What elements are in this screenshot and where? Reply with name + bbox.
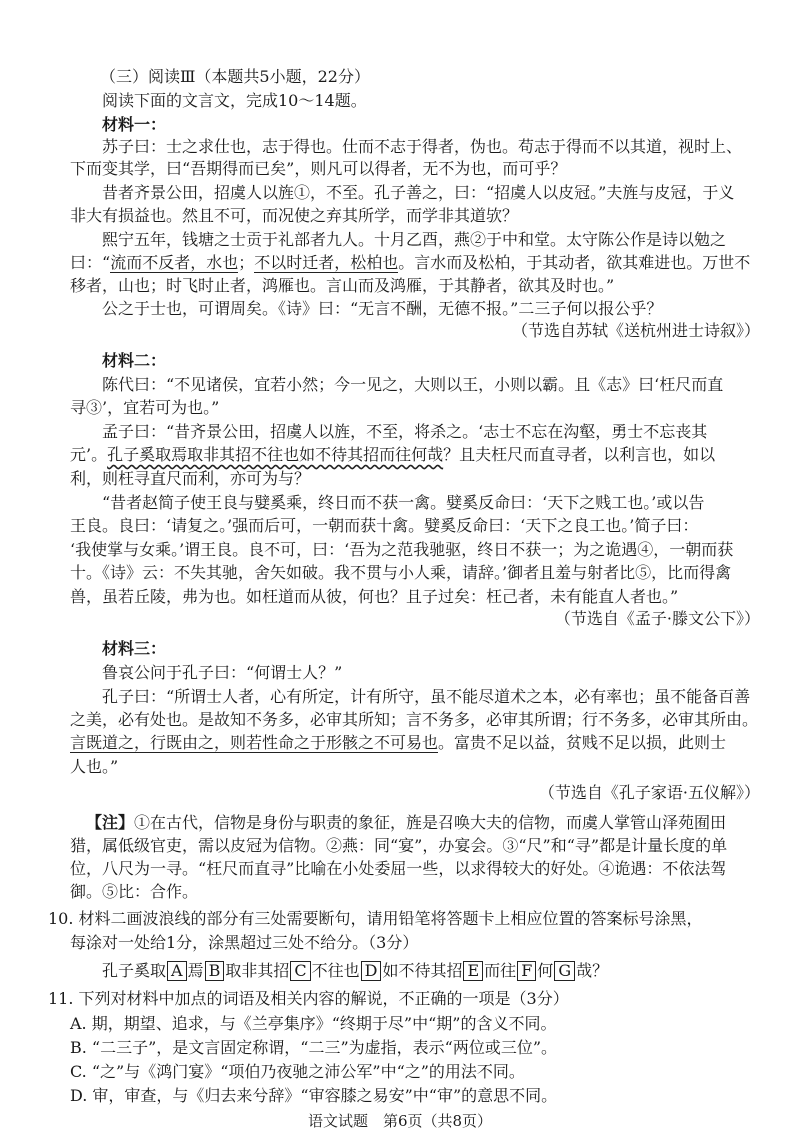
m3-line: 鲁哀公问于孔子曰：“何谓士人？” <box>102 663 343 682</box>
m3-source: （节选自《孔子家语·五仪解》） <box>538 783 760 802</box>
underlined-phrase: 言既道之，行既由之，则若性命之于形骸之不可易也 <box>70 733 439 752</box>
instruction: 阅读下面的文言文，完成10～14题。 <box>102 91 367 110</box>
break-option-d[interactable]: D <box>361 961 382 981</box>
question-10-stem-cont: 每涂对一处给1分，涂黑超过三处不给分。（3分） <box>70 933 419 952</box>
m1-line: 苏子曰：士之求仕也，志于得也。仕而不志于得者，伪也。苟志于得而不以其道，视时上、 <box>102 137 743 156</box>
m1-line-underlined: 曰：“流而不反者，水也；不以时迁者，松柏也。言水而及松柏，于其动者，欲其难进也。万世不 <box>70 253 751 272</box>
m2-line: 寻③’，宜若可为也。” <box>70 398 220 417</box>
break-option-f[interactable]: F <box>517 961 536 981</box>
m2-line: “昔者赵简子使王良与嬖奚乘，终日而不获一禽。嬖奚反命曰：‘天下之贱工也。’或以告 <box>102 493 705 512</box>
m3-line: 孔子曰：“所谓士人者，心有所定，计有所守，虽不能尽道术之本，必有率也；虽不能备百善 <box>102 687 751 706</box>
m1-line: 移者，山也；时飞时止者，鸿雁也。言山而及鸿雁，于其静者，欲其及时也。” <box>70 276 615 295</box>
m3-line-underlined: 言既道之，行既由之，则若性命之于形骸之不可易也。富贵不足以益，贫贱不足以损，此则士 <box>70 733 727 752</box>
m2-line: 兽，虽若丘陵，弗为也。如枉道而从彼，何也？且子过矣：枉己者，未有能直人者也。” <box>70 587 679 606</box>
m1-source: （节选自苏轼《送杭州进士诗叙》） <box>511 321 760 340</box>
page-footer: 语文试题 第6页（共8页） <box>307 1112 493 1130</box>
m2-line: 孟子曰：“昔齐景公田，招虞人以旌，不至，将杀之。‘志士不忘在沟壑，勇士不忘丧其 <box>102 422 708 441</box>
material-1-title: 材料一： <box>102 115 167 134</box>
note-line: 猎，属低级官吏，需以皮冠为信物。②燕：同“宴”，办宴会。③“尺”和“寻”都是计量长度的单 <box>70 836 728 855</box>
break-option-b[interactable]: B <box>205 961 225 981</box>
break-option-a[interactable]: A <box>167 961 187 981</box>
break-option-c[interactable]: C <box>290 961 310 981</box>
note-line: 御。⑤比：合作。 <box>70 882 199 901</box>
question-11-option-b[interactable]: B. “二三子”，是文言固定称谓，“二三”为虚指，表示“两位或三位”。 <box>70 1038 558 1057</box>
question-10-stem: 10. 材料二画波浪线的部分有三处需要断句，请用铅笔将答题卡上相应位置的答案标号涂黑， <box>48 909 703 928</box>
m2-line: 利，则枉寻直尺而利，亦可为与？ <box>70 469 311 488</box>
material-3-title: 材料三： <box>102 639 167 658</box>
m1-line: 下而变其学，曰“吾期得而已矣”，则凡可以得者，无不为也，而可乎？ <box>70 159 567 178</box>
m2-line: ‘我使掌与女乘。’谓王良。良不可，曰：‘吾为之范我驰驱，终日不获一；为之诡遇④，一朝而获 <box>70 540 734 559</box>
m1-line: 昔者齐景公田，招虞人以旌①，不至。孔子善之，曰：“招虞人以皮冠。”夫旌与皮冠，于义 <box>102 183 735 202</box>
m2-line: 王良。良曰：‘请复之。’强而后可，一朝而获十禽。嬖奚反命曰：‘天下之良工也。’简子曰： <box>70 516 699 535</box>
question-11-option-d[interactable]: D. 审，审查，与《归去来兮辞》“审容膝之易安”中“审”的意思不同。 <box>70 1086 558 1105</box>
m1-line: 非大有损益也。然且不可，而况使之弃其所学，而学非其道欤？ <box>70 206 519 225</box>
m1-line: 熙宁五年，钱塘之士贡于礼部者九人。十月乙酉，燕②于中和堂。太守陈公作是诗以勉之 <box>102 230 727 249</box>
note-line-1: 【注】①在古代，信物是身份与职责的象征，旌是召唤大夫的信物，而虞人掌管山泽苑囿田 <box>86 813 727 832</box>
section-header: （三）阅读Ⅲ（本题共5小题，22分） <box>100 67 370 86</box>
m2-line-wavy: 元’。孔子奚取焉取非其招不往也如不待其招而往何哉？且夫枉尺而直寻者，以利言也，如以 <box>70 445 716 464</box>
wavy-underlined-passage: 孔子奚取焉取非其招不往也如不待其招而往何哉 <box>107 445 444 464</box>
m2-source: （节选自《孟子·滕文公下》） <box>554 609 760 628</box>
question-11-option-a[interactable]: A. 期，期望、追求，与《兰亭集序》“终期于尽”中“期”的含义不同。 <box>70 1014 557 1033</box>
note-line: 位，八尺为一寻。“枉尺而直寻”比喻在小处委屈一些，以求得较大的好处。④诡遇：不依法驾 <box>70 859 727 878</box>
question-10-options: 孔子奚取 A 焉 B 取非其招 C 不往也 D 如不待其招 E 而往 F 何 G 哉？ <box>102 961 609 980</box>
question-11-stem: 11. 下列对材料中加点的词语及相关内容的解说，不正确的一项是（3分） <box>48 989 569 1008</box>
underlined-phrase: 不以时迁者，松柏也 <box>254 253 399 272</box>
break-option-g[interactable]: G <box>554 961 575 981</box>
m3-line: 人也。” <box>70 757 119 776</box>
note-label: 【注】 <box>86 813 135 832</box>
material-2-title: 材料二： <box>102 351 167 370</box>
break-option-e[interactable]: E <box>463 961 483 981</box>
question-11-option-c[interactable]: C. “之”与《鸿门宴》“项伯乃夜驰之沛公军”中“之”的用法不同。 <box>70 1062 525 1081</box>
m2-line: 陈代曰：“不见诸侯，宜若小然；今一见之，大则以王，小则以霸。且《志》曰‘枉尺而直 <box>102 375 724 394</box>
underlined-phrase: 流而不反者，水也 <box>110 253 239 272</box>
m3-line: 之美，必有处也。是故知不务多，必审其所知；言不务多，必审其所谓；行不务多，必审其所由。 <box>70 710 759 729</box>
m1-line: 公之于士也，可谓周矣。《诗》曰：“无言不酬，无德不报。”二三子何以报公乎？ <box>102 299 663 318</box>
m2-line: 十。《诗》云：不失其驰，舍矢如破。我不贯与小人乘，请辞。’御者且羞与射者比⑤，比而得禽 <box>70 563 732 582</box>
